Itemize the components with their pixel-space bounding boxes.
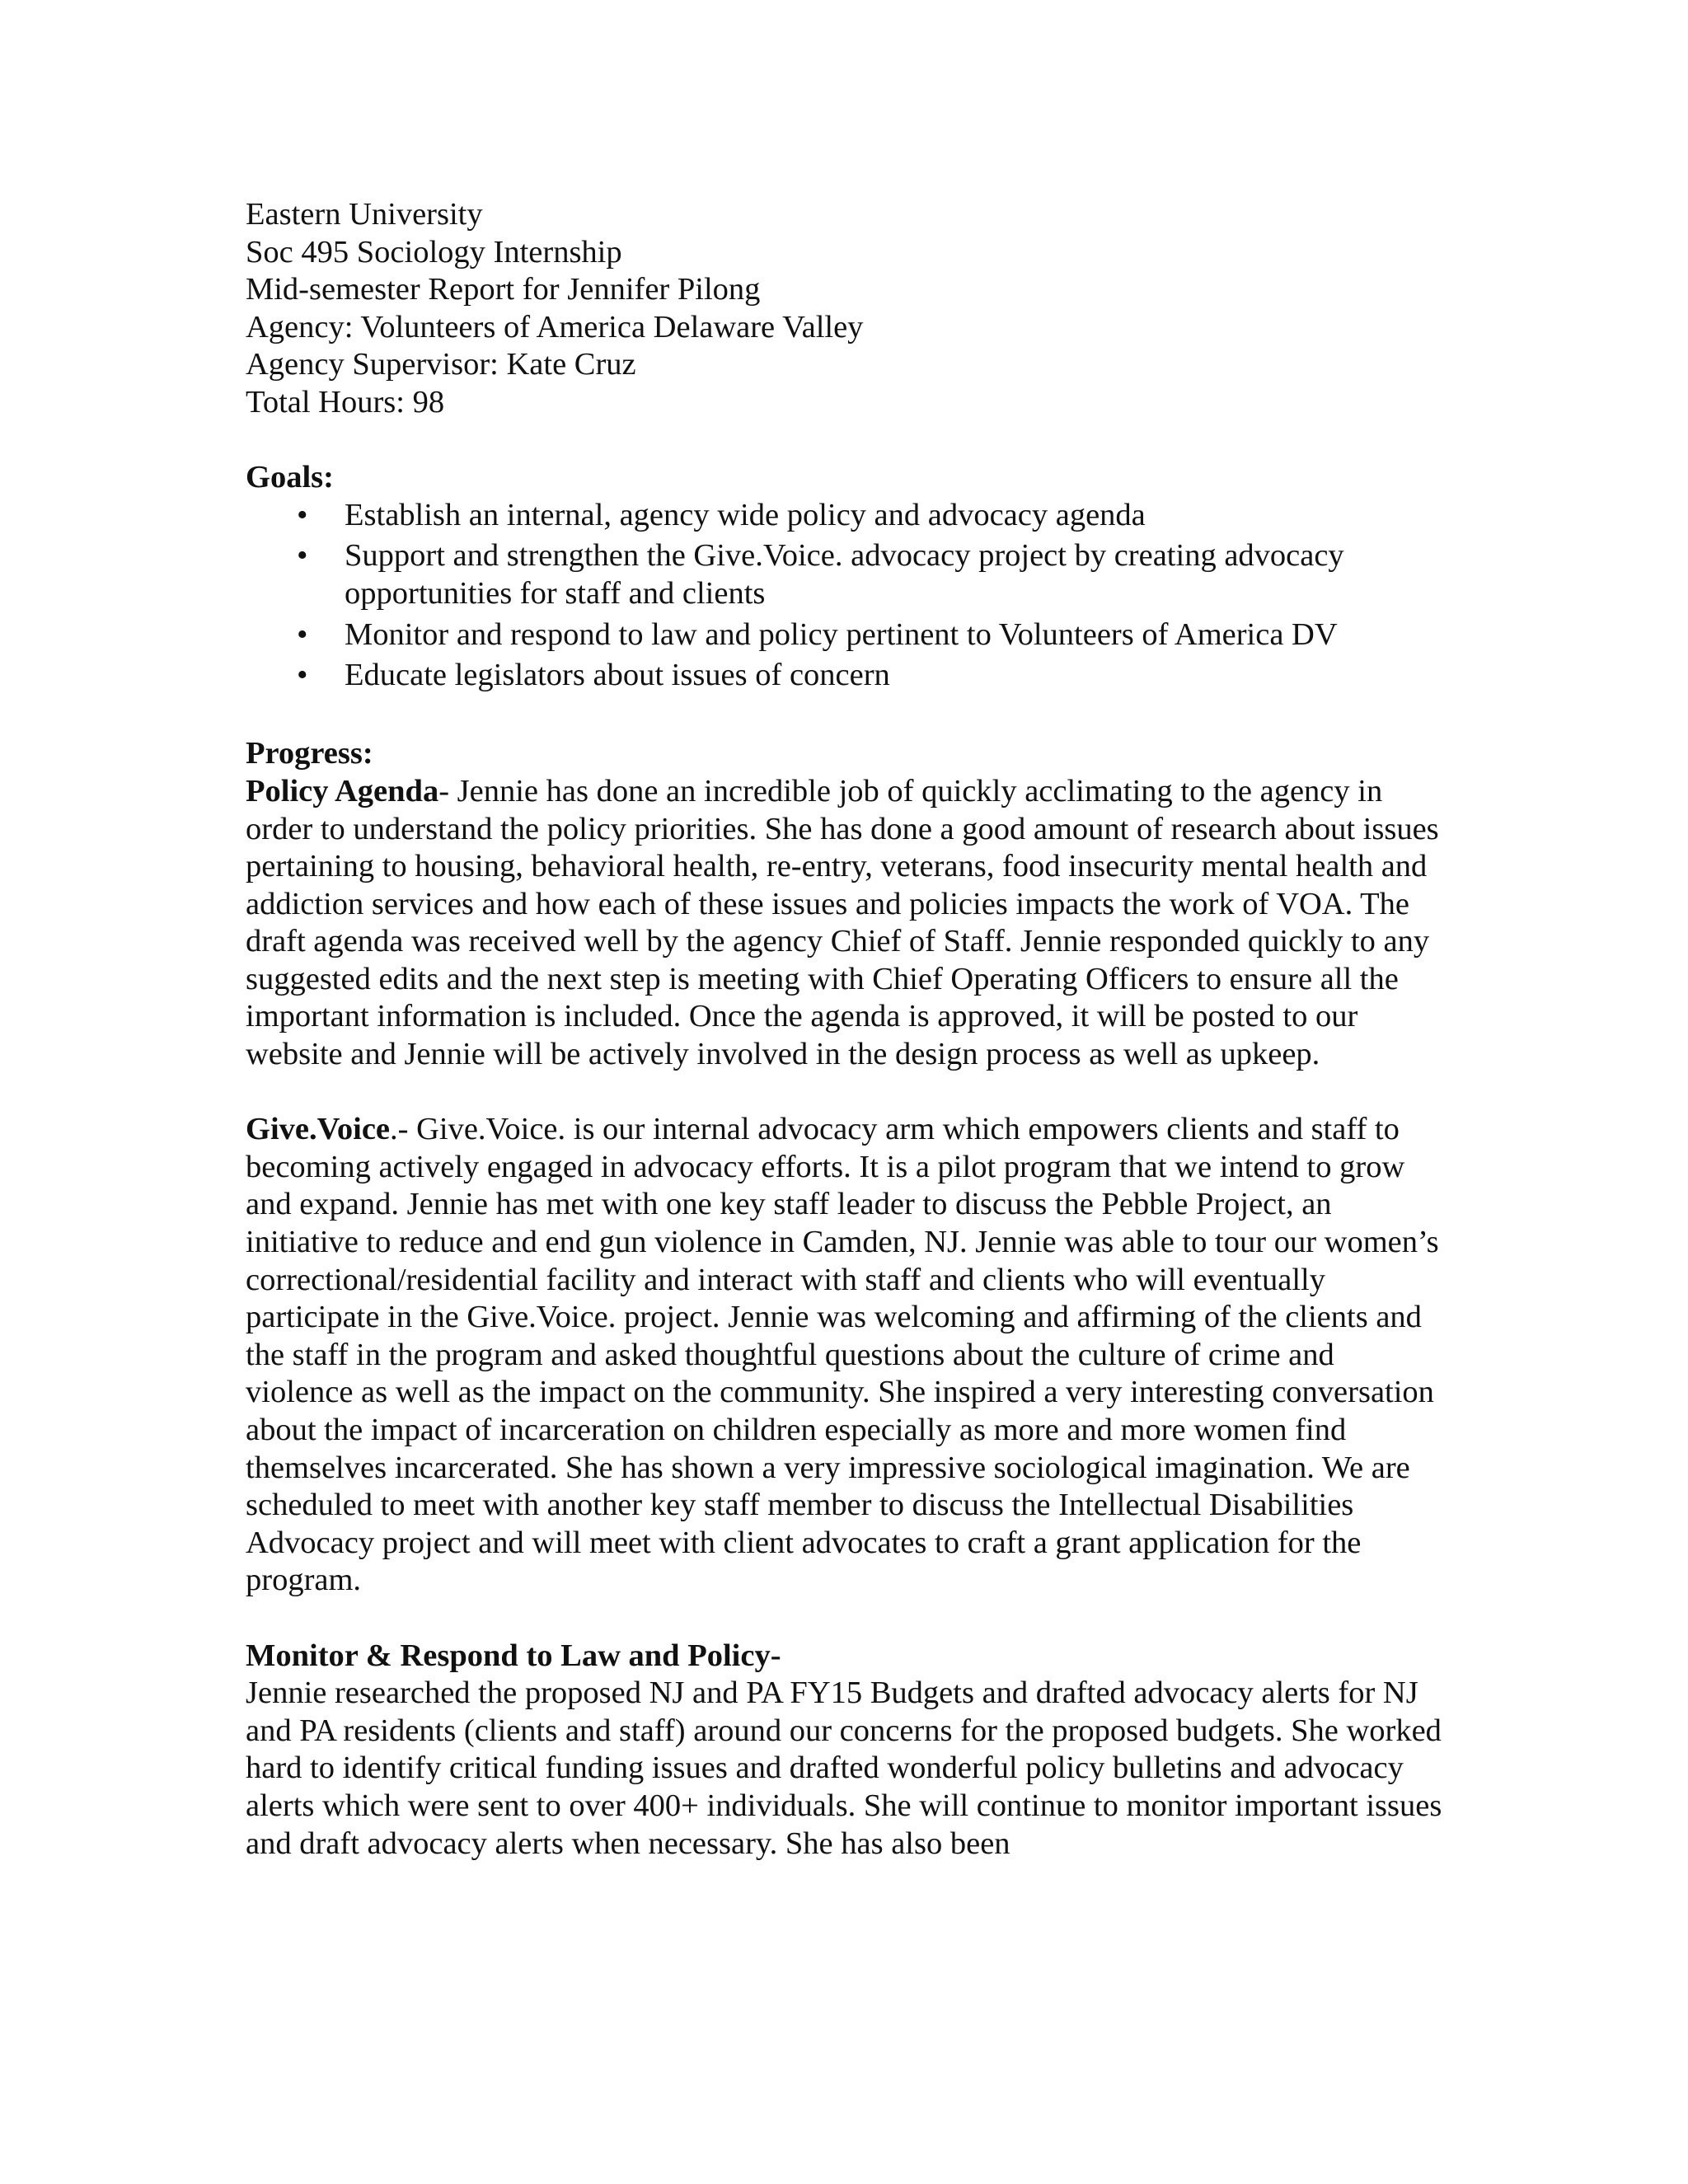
policy-agenda-paragraph <box>246 773 1449 1074</box>
agency-supervisor: Agency Supervisor: Kate Cruz <box>246 347 636 382</box>
goal-item: • Support and strengthen the Give.Voice. advocacy project by creating advocacy opportunities for staff and clients <box>246 537 1449 612</box>
agency-name: Agency: Volunteers of America Delaware Valley <box>246 309 864 344</box>
spacer <box>246 698 1449 736</box>
progress-heading: Progress: <box>246 736 373 771</box>
report-title: Mid-semester Report for Jennifer Pilong <box>246 272 761 307</box>
report-header <box>246 196 1449 422</box>
policy-agenda-text: - Jennie has done an incredible job of quickly acclimating to the agency in order to understand the policy priorities. She has done a good amount of research about issues pertaining to housing, behavioral health, re-entry, veterans, food insecurity mental health and addiction services and how each of these issues and policies impacts the work of VOA. The draft agenda was received well by the agency Chief of Staff. Jennie responded quickly to any suggested edits and the next step is meeting with Chief Operating Officers to ensure all the important information is included. Once the agenda is approved, it will be posted to our website and Jennie will be actively involved in the design process as well as upkeep. <box>246 773 1439 1072</box>
give-voice-text: .- Give.Voice. is our internal advocacy arm which empowers clients and staff to becoming actively engaged in advocacy efforts. It is a pilot program that we intend to grow and expand. Jennie has met with one key staff leader to discuss the Pebble Project, an initiative to reduce and end gun violence in Camden, NJ. Jennie was able to tour our women’s correctional/residential facility and interact with staff and clients who will eventually participate in the Give.Voice. project. Jennie was welcoming and affirming of the clients and the staff in the program and asked thoughtful questions about the culture of crime and violence as well as the impact on the community. She inspired a very interesting conversation about the impact of incarceration on children especially as more and more women find themselves incarcerated. She has shown a very impressive sociological imagination. We are scheduled to meet with another key staff member to discuss the Intellectual Disabilities Advocacy project and will meet with client advocates to craft a grant application for the program. <box>246 1112 1439 1598</box>
goal-item: • Monitor and respond to law and policy pertinent to Volunteers of America DV <box>246 616 1449 654</box>
total-hours: Total Hours: 98 <box>246 384 445 419</box>
policy-agenda-lead: Policy Agenda <box>246 773 439 808</box>
spacer <box>246 422 1449 460</box>
monitor-heading: Monitor & Respond to Law and Policy- <box>246 1638 781 1673</box>
goals-heading: Goals: <box>246 460 334 495</box>
give-voice-paragraph <box>246 1111 1449 1600</box>
goals-list <box>246 497 1449 695</box>
goal-item: • Establish an internal, agency wide policy and advocacy agenda <box>246 497 1449 535</box>
spacer <box>246 1074 1449 1112</box>
goal-item: • Educate legislators about issues of concern <box>246 657 1449 695</box>
university-name: Eastern University <box>246 197 483 232</box>
document-page <box>246 196 1449 1863</box>
give-voice-lead: Give.Voice <box>246 1112 390 1147</box>
monitor-paragraph: Jennie researched the proposed NJ and PA FY15 Budgets and drafted advocacy alerts for NJ and PA residents (clients and staff) around our concerns for the proposed budgets. She worked hard to identify critical funding issues and drafted wonderful policy bulletins and advocacy alerts which were sent to over 400+ individuals. She will continue to monitor important issues and draft advocacy alerts when necessary. She has also been <box>246 1675 1442 1861</box>
course-name: Soc 495 Sociology Internship <box>246 234 622 269</box>
spacer <box>246 1600 1449 1638</box>
